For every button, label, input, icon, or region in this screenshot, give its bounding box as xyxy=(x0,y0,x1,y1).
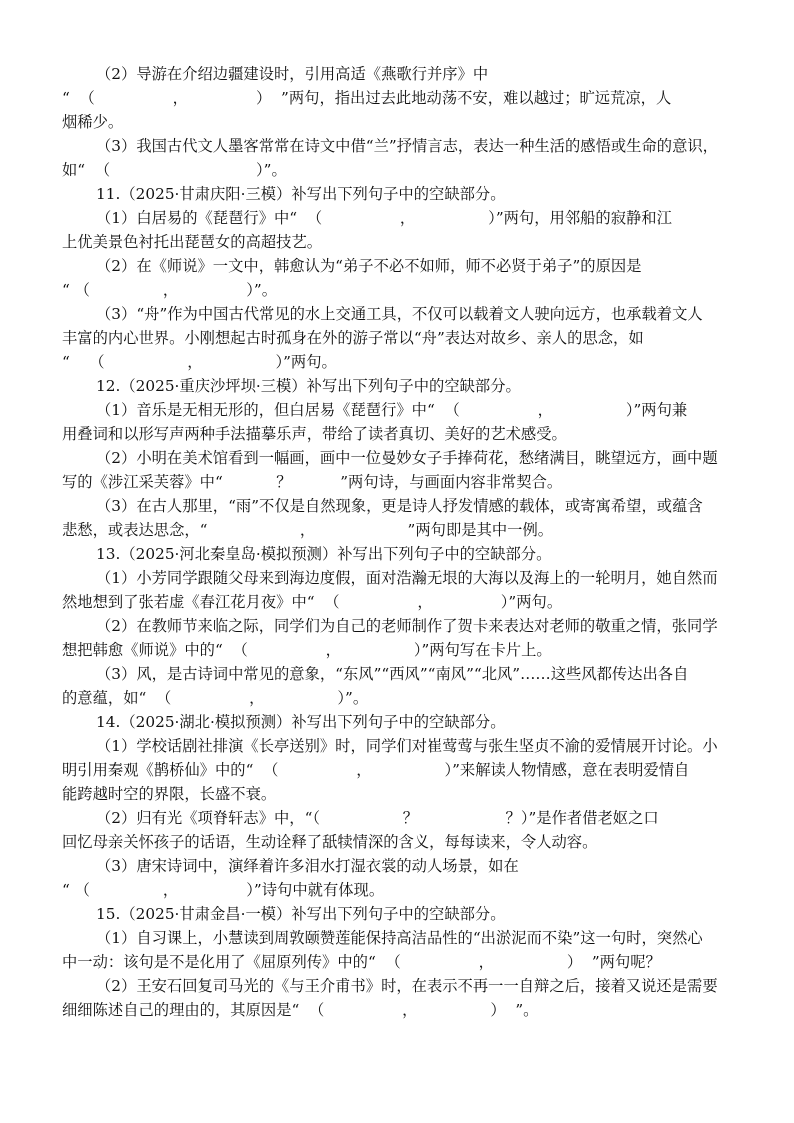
text-line: 明引用秦观《鹊桥仙》中的“ （ ， ）”来解读人物情感，意在表明爱情自 xyxy=(62,761,690,779)
text-line: （3）我国古代文人墨客常常在诗文中借“兰”抒情言志，表达一种生活的感悟或生命的意识， xyxy=(96,137,718,155)
text-line: （2）导游在介绍边疆建设时，引用高适《燕歌行并序》中 xyxy=(96,65,489,83)
question-heading: 11.（2025·甘肃庆阳·三模）补写出下列句子中的空缺部分。 xyxy=(96,185,506,203)
text-line: “ （ ， ）”诗句中就有体现。 xyxy=(62,881,385,899)
text-line: （2）王安石回复司马光的《与王介甫书》时，在表示不再一一自辩之后，接着又说还是需要 xyxy=(96,977,718,995)
text-line: 如“ （ ）”。 xyxy=(62,161,287,179)
text-line: （2）在教师节来临之际，同学们为自己的老师制作了贺卡来表达对老师的敬重之情，张同学 xyxy=(96,617,718,635)
text-line: 悲愁，或表达思念，“ ， ”两句即是其中一例。 xyxy=(62,521,554,539)
text-line: （1）自习课上，小慧读到周敦颐赞莲能保持高洁品性的“出淤泥而不染”这一句时，突然心 xyxy=(96,929,703,947)
question-heading: 13.（2025·河北秦皇岛·模拟预测）补写出下列句子中的空缺部分。 xyxy=(96,545,552,563)
text-line: 能跨越时空的界限，长盛不衰。 xyxy=(62,785,277,803)
text-line: 烟稀少。 xyxy=(62,113,124,131)
text-line: （2）归有光《项脊轩志》中，“（ ？ ？）”是作者借老妪之口 xyxy=(96,809,659,827)
text-line: 用叠词和以形写声两种手法描摹乐声，带给了读者真切、美好的艺术感受。 xyxy=(62,425,567,443)
text-line: （1）小芳同学跟随父母来到海边度假，面对浩瀚无垠的大海以及海上的一轮明月，她自然而 xyxy=(96,569,718,587)
text-line: （3）唐宋诗词中，演绎着许多泪水打湿衣裳的动人场景，如在 xyxy=(96,857,519,875)
text-line: 上优美景色衬托出琵琶女的高超技艺。 xyxy=(62,233,323,251)
text-line: “ （ ， ）”两句。 xyxy=(62,353,337,371)
text-line: （1）白居易的《琵琶行》中“ （ ， ）”两句，用邻船的寂静和江 xyxy=(96,209,672,227)
text-line: （2）小明在美术馆看到一幅画，画中一位曼妙女子手捧荷花，愁绪满目，眺望远方，画中题 xyxy=(96,449,718,467)
text-line: （3）在古人那里，“雨”不仅是自然现象，更是诗人抒发情感的载体，或寄寓希望，或蕴含 xyxy=(96,497,703,515)
text-line: 想把韩愈《师说》中的“ （ ， ）”两句写在卡片上。 xyxy=(62,641,552,659)
text-line: “ （ ， ）”。 xyxy=(62,281,278,299)
text-line: 回忆母亲关怀孩子的话语，生动诠释了舐犊情深的含义，每每读来，令人动容。 xyxy=(62,833,598,851)
question-heading: 12.（2025·重庆沙坪坝·三模）补写出下列句子中的空缺部分。 xyxy=(96,377,521,395)
text-line: 的意蕴，如“ （ ， ）”。 xyxy=(62,689,369,707)
text-line: （1）学校话剧社排演《长亭送别》时，同学们对崔莺莺与张生坚贞不渝的爱情展开讨论。小 xyxy=(96,737,718,755)
text-line: 然地想到了张若虚《春江花月夜》中“ （ ， ）”两句。 xyxy=(62,593,563,611)
text-line: （3）“舟”作为中国古代常见的水上交通工具，不仅可以载着文人驶向远方，也承载着文人 xyxy=(96,305,703,323)
text-line: 中一动：该句是不是化用了《屈原列传》中的“ （ ， ） ”两句呢？ xyxy=(62,953,661,971)
text-line: （3）风，是古诗词中常见的意象，“东风”“西风”“南风”“北风”……这些风都传达出各自 xyxy=(96,665,689,683)
text-line: 细细陈述自己的理由的，其原因是“ （ ， ） ”。 xyxy=(62,1001,539,1019)
text-line: （2）在《师说》一文中，韩愈认为“弟子不必不如师，师不必贤于弟子”的原因是 xyxy=(96,257,642,275)
text-line: 丰富的内心世界。小刚想起古时孤身在外的游子常以“舟”表达对故乡、亲人的思念，如 xyxy=(62,329,644,347)
text-line: “ （ ， ） ”两句，指出过去此地动荡不安，难以越过；旷远荒凉，人 xyxy=(62,89,672,107)
question-heading: 15.（2025·甘肃金昌·一模）补写出下列句子中的空缺部分。 xyxy=(96,905,506,923)
text-line: 写的《涉江采芙蓉》中“ ？ ”两句诗，与画面内容非常契合。 xyxy=(62,473,563,491)
text-line: （1）音乐是无相无形的，但白居易《琵琶行》中“ （ ， ）”两句兼 xyxy=(96,401,688,419)
question-heading: 14.（2025·湖北·模拟预测）补写出下列句子中的空缺部分。 xyxy=(96,713,506,731)
